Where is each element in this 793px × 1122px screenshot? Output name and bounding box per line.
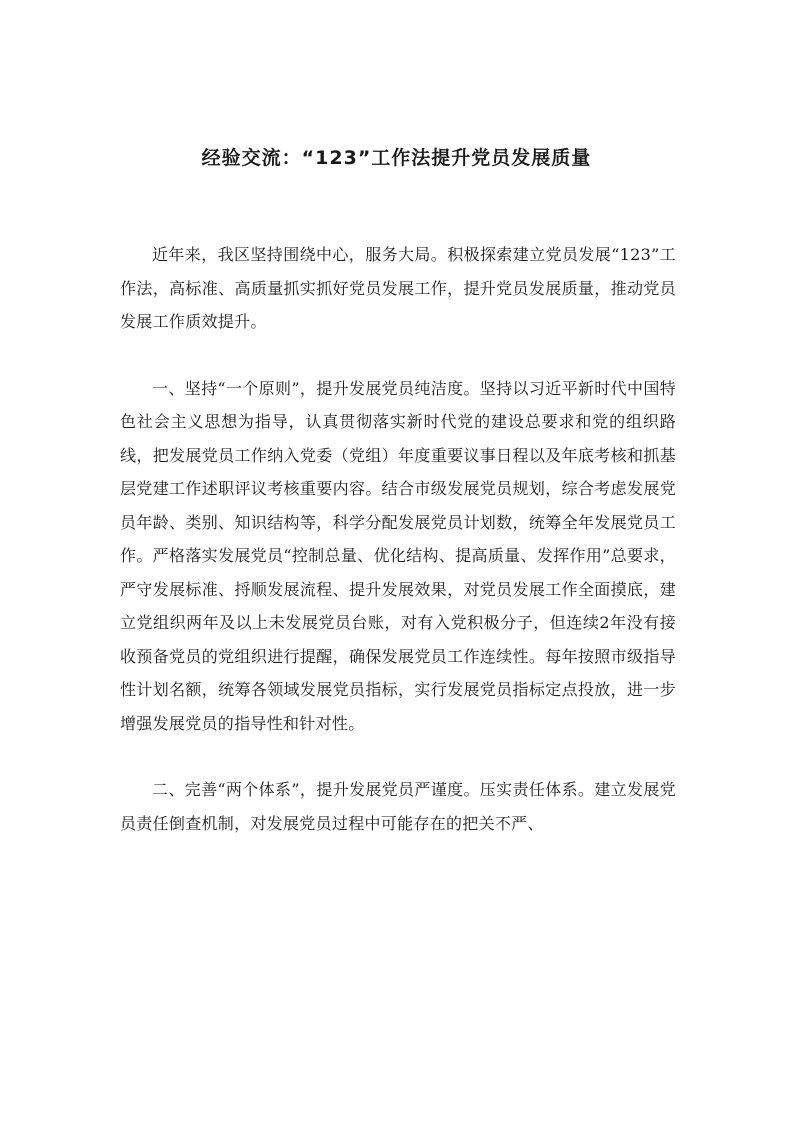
paragraph-section-two: 二、完善“两个体系”，提升发展党员严谨度。压实责任体系。建立发展党员责任倒查机制，对发展党员过程中可能存在的把关不严、 — [120, 780, 676, 833]
document-title: 经验交流：“123”工作法提升党员发展质量 — [201, 146, 592, 169]
document-body — [120, 238, 676, 840]
paragraph-intro: 近年来，我区坚持围绕中心，服务大局。积极探索建立党员发展“123”工作法，高标准、高质量抓实抓好党员发展工作，提升党员发展质量，推动党员发展工作质效提升。 — [120, 245, 676, 331]
paragraph-section-one: 一、坚持“一个原则”，提升发展党员纯洁度。坚持以习近平新时代中国特色社会主义思想为指导，认真贯彻落实新时代党的建设总要求和党的组织路线，把发展党员工作纳入党委（党组）年度重要议事日程以及年底考核和抓基层党建工作述职评议考核重要内容。结合市级发展党员规划，综合考虑发展党员年龄、类别、知识结构等，科学分配发展党员计划数，统筹全年发展党员工作。严格落实发展党员“控制总量、优化结构、提高质量、发挥作用”总要求，严守发展标准、捋顺发展流程、提升发展效果，对党员发展工作全面摸底，建立党组织两年及以上未发展党员台账，对有入党积极分子，但连续2年没有接收预备党员的党组织进行提醒，确保发展党员工作连续性。每年按照市级指导性计划名额，统筹各领域发展党员指标，实行发展党员指标定点投放，进一步增强发展党员的指导性和针对性。 — [120, 378, 676, 733]
